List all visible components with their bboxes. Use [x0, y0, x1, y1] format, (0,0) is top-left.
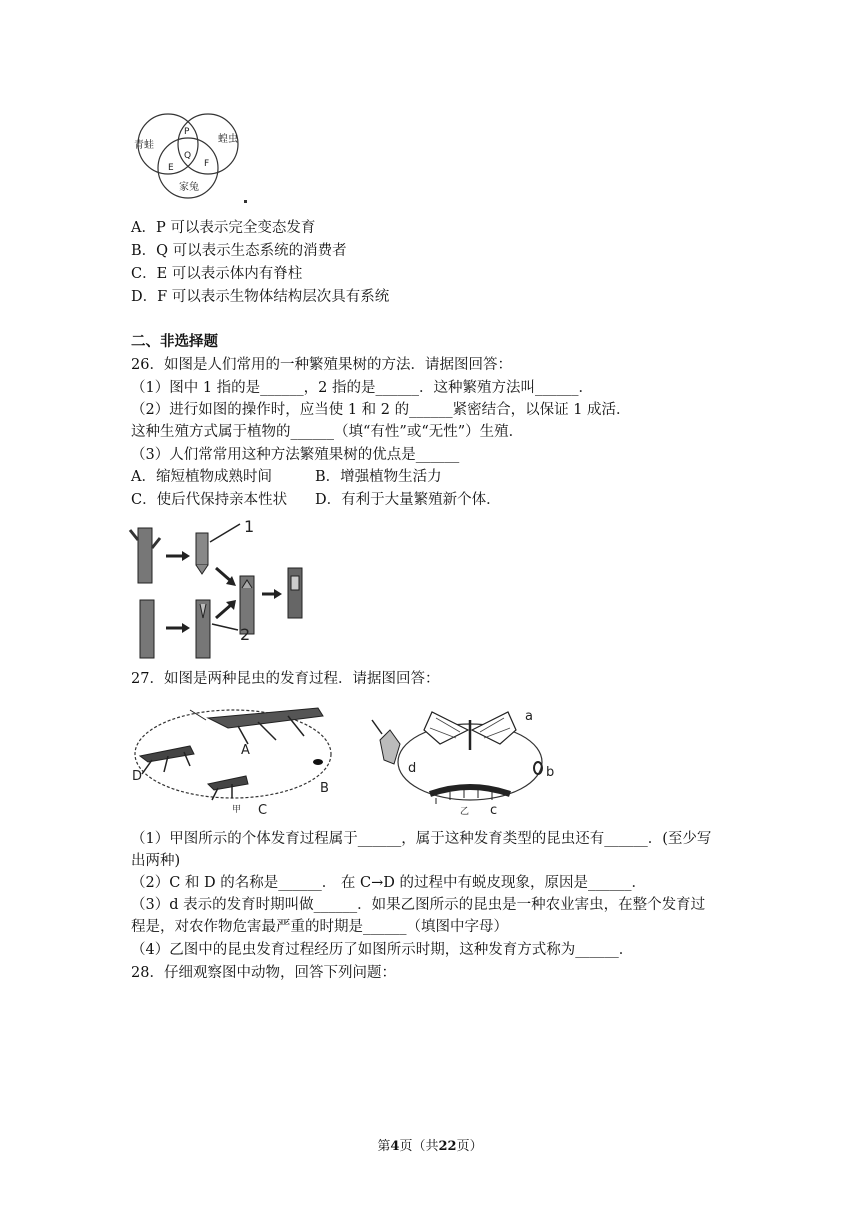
- q25-option-b: B．Q 可以表示生态系统的消费者: [131, 243, 347, 259]
- q26-line-4: （3）人们常常用这种方法繁殖果树的优点是______: [131, 447, 460, 463]
- venn-region-e: E: [168, 163, 174, 173]
- grafting-label-2: 2: [240, 625, 251, 644]
- locust-label-b: B: [320, 781, 329, 796]
- q26-option-c: C．使后代保持亲本性状: [131, 492, 288, 508]
- locust-label-d: D: [132, 769, 143, 784]
- venn-label-locust: 蝗虫: [218, 134, 238, 145]
- q25-option-a: A．P 可以表示完全变态发育: [131, 220, 316, 236]
- q26-line-2: （2）进行如图的操作时，应当使 1 和 2 的______紧密结合，以保证 1 成活．: [131, 402, 631, 418]
- q26-stem: 26．如图是人们常用的一种繁殖果树的方法．请据图回答：: [131, 357, 512, 373]
- q27-line-1: （1）甲图所示的个体发育过程属于______，属于这种发育类型的昆虫还有______．(至少写: [131, 831, 712, 847]
- footer-page-number: 4: [390, 1139, 400, 1154]
- butterfly-label-a: a: [525, 709, 533, 724]
- locust-label-jia: 甲: [232, 805, 242, 815]
- footer-prefix: 第: [377, 1139, 391, 1154]
- q27-line-6: （4）乙图中的昆虫发育过程经历了如图所示时期，这种发育方式称为______．: [131, 942, 634, 958]
- venn-region-f: F: [204, 159, 210, 169]
- section-title: 二、非选择题: [131, 333, 218, 350]
- q27-stem: 27．如图是两种昆虫的发育过程．请据图回答：: [131, 671, 440, 687]
- locust-label-c: C: [258, 803, 268, 818]
- venn-diagram: [128, 106, 250, 206]
- q25-option-c: C．E 可以表示体内有脊柱: [131, 266, 303, 282]
- q26-option-b: B．增强植物生活力: [315, 469, 442, 485]
- q26-line-3: 这种生殖方式属于植物的______（填“有性”或“无性”）生殖．: [131, 424, 524, 440]
- q26-option-a: A．缩短植物成熟时间: [131, 469, 272, 485]
- grafting-figure: [128, 518, 328, 663]
- butterfly-label-yi: 乙: [460, 807, 470, 817]
- footer-total-pages: 22: [438, 1139, 457, 1154]
- q26-option-d: D．有利于大量繁殖新个体．: [315, 492, 501, 508]
- footer-suffix: 页）: [456, 1139, 483, 1154]
- butterfly-label-b: b: [546, 765, 555, 780]
- butterfly-development-figure: [360, 700, 555, 818]
- q27-line-3: （2）C 和 D 的名称是______． 在 C→D 的过程中有蜕皮现象，原因是______．: [131, 875, 646, 891]
- q26-line-1: （1）图中 1 指的是______，2 指的是______．这种繁殖方法叫______．: [131, 380, 594, 396]
- locust-development-figure: [128, 696, 338, 818]
- venn-region-q: Q: [184, 151, 192, 161]
- butterfly-label-d: d: [408, 761, 417, 776]
- butterfly-label-c: c: [490, 803, 498, 818]
- q25-option-d: D．F 可以表示生物体结构层次具有系统: [131, 289, 390, 305]
- venn-label-frog: 青蛙: [134, 140, 154, 151]
- venn-region-p: P: [184, 127, 190, 137]
- page-footer: [0, 1135, 860, 1154]
- q28-stem: 28．仔细观察图中动物，回答下列问题：: [131, 965, 396, 981]
- footer-middle: 页（共: [399, 1139, 439, 1154]
- grafting-label-1: 1: [244, 518, 255, 536]
- q27-line-4: （3）d 表示的发育时期叫做______．如果乙图所示的昆虫是一种农业害虫，在整个发育过: [131, 897, 706, 913]
- q27-line-2: 出两种): [131, 853, 181, 869]
- q27-line-5: 程是，对农作物危害最严重的时期是______（填图中字母）: [131, 919, 508, 935]
- locust-label-a: A: [241, 743, 250, 758]
- venn-label-rabbit: 家兔: [179, 182, 199, 193]
